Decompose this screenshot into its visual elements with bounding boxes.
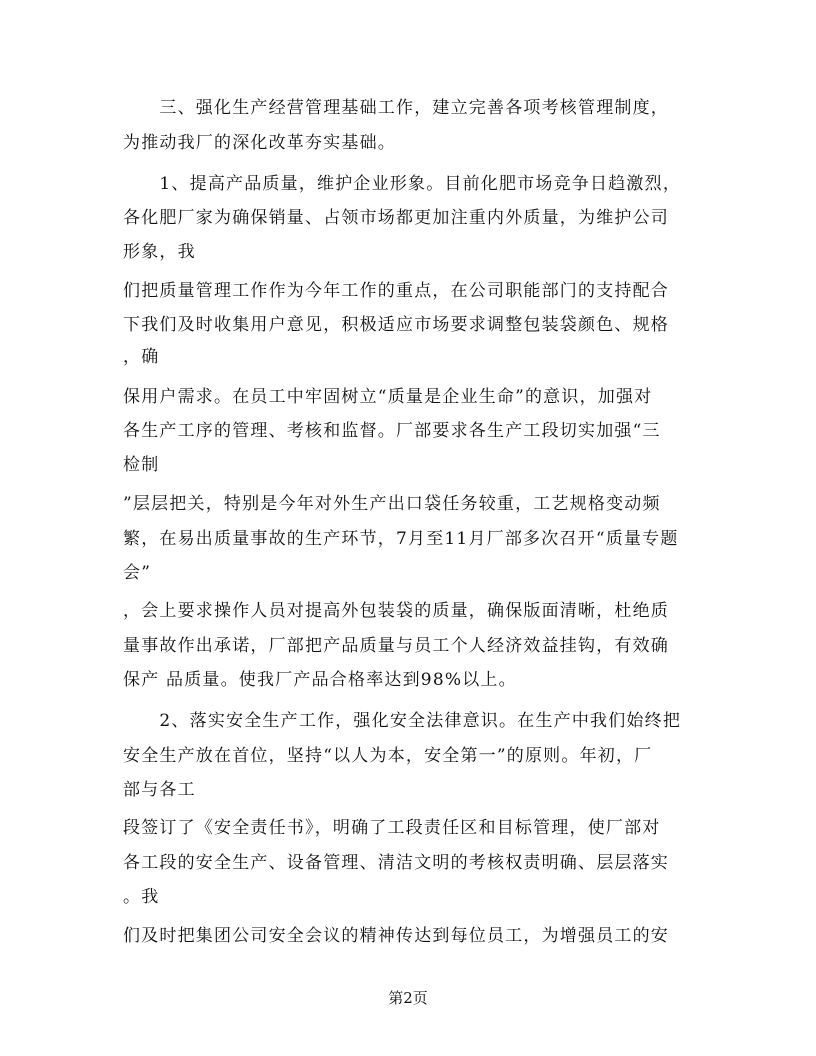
paragraph-line: 各化肥厂家为确保销量、占领市场都更加注重内外质量，为维护公司 xyxy=(123,208,669,228)
paragraph-line: 保产 品质量。使我厂产品合格率达到98%以上。 xyxy=(123,670,517,690)
paragraph-line: 们及时把集团公司安全会议的精神传达到每位员工，为增强员工的安 xyxy=(123,926,669,946)
paragraph-line: 形象，我 xyxy=(123,242,196,262)
paragraph-line: 。我 xyxy=(123,887,160,907)
paragraph-line: 安全生产放在首位，坚持“以人为本，安全第一”的原则。年初，厂 xyxy=(123,746,653,766)
paragraph-line: 各生产工序的管理、考核和监督。厂部要求各生产工段切实加强“三 xyxy=(123,421,661,441)
paragraph-line: 量事故作出承诺，厂部把产品质量与员工个人经济效益挂钩，有效确 xyxy=(123,636,669,656)
paragraph-line: ，会上要求操作人员对提高外包装袋的质量，确保版面清晰，杜绝质 xyxy=(123,601,669,621)
paragraph-line: 各工段的安全生产、设备管理、清洁文明的考核权责明确、层层落实 xyxy=(123,853,669,873)
paragraph-line: 下我们及时收集用户意见，积极适应市场要求调整包装袋颜色、规格 xyxy=(123,315,669,335)
paragraph-line: 1、提高产品质量，维护企业形象。目前化肥市场竞争日趋激烈， xyxy=(123,174,682,194)
paragraph-line: 2、落实安全生产工作，强化安全法律意识。在生产中我们始终把 xyxy=(123,711,682,731)
paragraph-line: 部与各工 xyxy=(123,780,196,800)
paragraph-line: 会” xyxy=(123,563,152,583)
paragraph-line: 三、强化生产经营管理基础工作，建立完善各项考核管理制度， xyxy=(123,98,669,118)
paragraph-line: 繁，在易出质量事故的生产环节，7月至11月厂部多次召开“质量专题 xyxy=(123,529,679,549)
paragraph-line: ”层层把关，特别是今年对外生产出口袋任务较重，工艺规格变动频 xyxy=(123,494,661,514)
paragraph-line: ，确 xyxy=(123,347,160,367)
paragraph-line: 为推动我厂的深化改革夯实基础。 xyxy=(123,133,396,153)
paragraph-line: 段签订了《安全责任书》，明确了工段责任区和目标管理，使厂部对 xyxy=(123,818,661,838)
paragraph-line: 们把质量管理工作作为今年工作的重点，在公司职能部门的支持配合 xyxy=(123,281,669,301)
paragraph-line: 保用户需求。在员工中牢固树立“质量是企业生命”的意识，加强对 xyxy=(123,387,653,407)
page-number: 第2页 xyxy=(388,989,428,1007)
paragraph-line: 检制 xyxy=(123,455,160,475)
